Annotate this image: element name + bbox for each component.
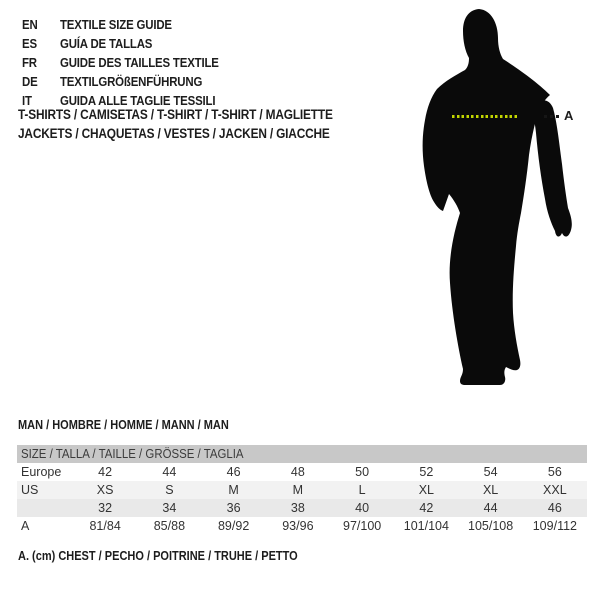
size-table-header-label: SIZE / TALLA / TAILLE / GRÖSSE / TAGLIA (21, 446, 244, 461)
size-cell: XXL (523, 481, 587, 499)
size-cell: 105/108 (459, 517, 523, 535)
language-row (22, 34, 240, 53)
language-row (22, 53, 240, 72)
size-cell: 50 (330, 463, 394, 481)
language-row (22, 15, 240, 34)
language-row (22, 72, 240, 91)
row-label (17, 499, 73, 517)
table-row-europe (17, 463, 587, 481)
language-code: FR (22, 55, 37, 70)
language-title: TEXTILGRÖßENFÜHRUNG (60, 74, 203, 89)
size-table (17, 445, 587, 535)
size-cell: 54 (459, 463, 523, 481)
language-title: GUIDE DES TAILLES TEXTILE (60, 55, 219, 70)
garment-categories (18, 106, 376, 143)
size-cell: 36 (202, 499, 266, 517)
size-cell: 44 (137, 463, 201, 481)
size-cell: 109/112 (523, 517, 587, 535)
size-cell: XS (73, 481, 137, 499)
language-code: EN (22, 17, 38, 32)
row-label: US (17, 481, 73, 499)
chest-measure-pointer (544, 115, 560, 118)
size-cell: 85/88 (137, 517, 201, 535)
language-code: IT (22, 93, 32, 108)
size-cell: L (330, 481, 394, 499)
size-cell: 42 (73, 463, 137, 481)
size-cell: 101/104 (394, 517, 458, 535)
size-table-header (17, 445, 587, 463)
table-row-us (17, 481, 587, 499)
chest-measure-line (452, 115, 518, 118)
section-title-man: MAN / HOMBRE / HOMME / MANN / MAN (18, 418, 229, 432)
category-line-jackets: JACKETS / CHAQUETAS / VESTES / JACKEN / GIACCHE (18, 125, 330, 141)
size-cell: 89/92 (202, 517, 266, 535)
language-title: TEXTILE SIZE GUIDE (60, 17, 172, 32)
size-cell: 81/84 (73, 517, 137, 535)
size-cell: 32 (73, 499, 137, 517)
male-figure (416, 6, 576, 388)
language-title: GUÍA DE TALLAS (60, 36, 153, 51)
language-code: ES (22, 36, 37, 51)
size-cell: 40 (330, 499, 394, 517)
measure-label-a: A (564, 108, 574, 123)
row-label: Europe (17, 463, 73, 481)
size-cell: 34 (137, 499, 201, 517)
size-cell: 93/96 (266, 517, 330, 535)
size-cell: 46 (523, 499, 587, 517)
table-row-numeric (17, 499, 587, 517)
size-cell: M (266, 481, 330, 499)
size-cell: 48 (266, 463, 330, 481)
language-list (22, 15, 240, 110)
measurement-footnote: A. (cm) CHEST / PECHO / POITRINE / TRUHE / PETTO (18, 549, 298, 563)
size-cell: 38 (266, 499, 330, 517)
language-code: DE (22, 74, 38, 89)
table-row-chest-cm (17, 517, 587, 535)
size-cell: 52 (394, 463, 458, 481)
size-cell: 44 (459, 499, 523, 517)
category-line-tshirts: T-SHIRTS / CAMISETAS / T-SHIRT / T-SHIRT / MAGLIETTE (18, 107, 333, 122)
size-cell: M (202, 481, 266, 499)
row-label: A (17, 517, 73, 535)
size-cell: 46 (202, 463, 266, 481)
size-cell: 42 (394, 499, 458, 517)
size-cell: S (137, 481, 201, 499)
man-silhouette-icon (416, 6, 576, 388)
language-title: GUIDA ALLE TAGLIE TESSILI (60, 93, 216, 108)
size-cell: XL (459, 481, 523, 499)
size-cell: XL (394, 481, 458, 499)
size-cell: 97/100 (330, 517, 394, 535)
size-cell: 56 (523, 463, 587, 481)
